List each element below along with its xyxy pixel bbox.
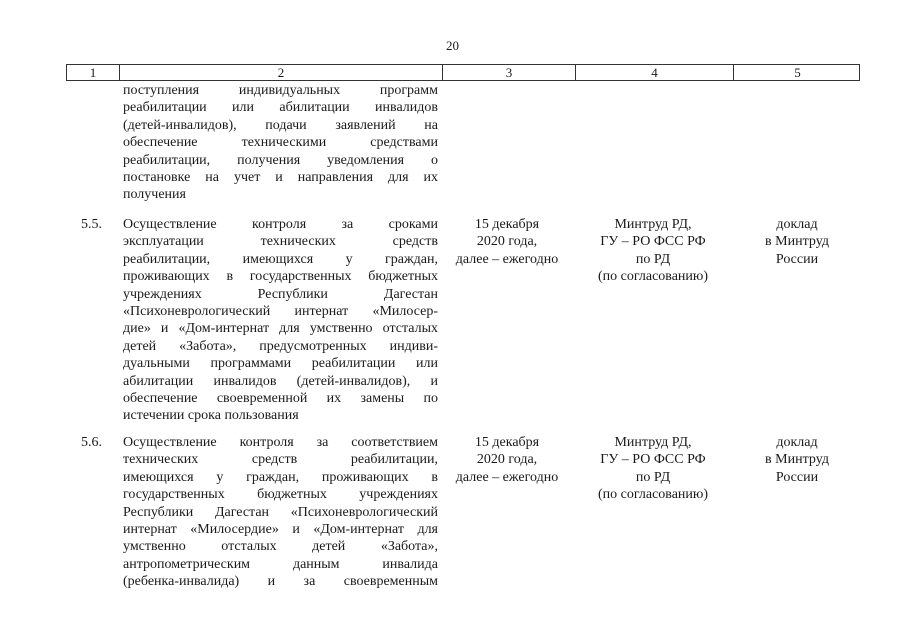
header-col-3: 3	[443, 65, 576, 80]
text-line: дуальными программами реабилитации или	[123, 356, 438, 372]
header-col-4: 4	[576, 65, 734, 80]
executor-line: (по согласованию)	[597, 269, 709, 285]
text-line: (ребенка-инвалида) и за своевременным	[123, 574, 438, 590]
text-line: дие» и «Дом-интернат для умственно отсталых	[123, 321, 438, 337]
text-line: имеющихся у граждан, проживающих в	[123, 469, 438, 485]
text-line: технических средств реабилитации,	[123, 452, 438, 468]
text-line: «Психоневрологический интернат «Милосер-	[123, 304, 438, 320]
executor-line: по РД	[635, 251, 671, 267]
continuation-description	[123, 82, 438, 204]
report-line: в Минтруд	[765, 234, 829, 250]
executor-line: Минтруд РД,	[614, 217, 692, 232]
text-line: детей «Забота», предусмотренных индиви-	[123, 338, 438, 354]
row-term	[442, 434, 572, 486]
text-line: обеспечение своевременной их замены по	[123, 391, 438, 407]
text-line: проживающих в государственных бюджетных	[123, 269, 438, 285]
row-report	[734, 216, 860, 268]
text-line: Осуществление контроля за сроками	[123, 217, 438, 232]
report-line: России	[775, 251, 819, 267]
term-line: 2020 года,	[476, 452, 538, 468]
text-line: реабилитации или абилитации инвалидов	[123, 100, 438, 116]
row-description	[123, 216, 438, 425]
row-number: 5.5.	[81, 217, 102, 232]
executor-line: Минтруд РД,	[614, 435, 692, 450]
text-line: государственных бюджетных учреждениях	[123, 487, 438, 503]
row-report	[734, 434, 860, 486]
text-line: обеспечение техническими средствами	[123, 135, 438, 151]
text-line: антропометрическим данным инвалида	[123, 556, 438, 572]
text-line: истечении срока пользования	[123, 408, 299, 424]
text-line: реабилитации, имеющихся у граждан,	[123, 251, 438, 267]
text-line: эксплуатации технических средств	[123, 234, 438, 250]
text-line: учреждениях Республики Дагестан	[123, 286, 438, 302]
text-line: постановке на учет и направления для их	[123, 170, 438, 186]
term-line: 15 декабря	[474, 435, 540, 450]
executor-line: (по согласованию)	[597, 487, 709, 503]
row-executors	[575, 216, 731, 286]
header-col-1: 1	[67, 65, 120, 80]
text-line: реабилитации, получения уведомления о	[123, 152, 438, 168]
table-header-row	[66, 64, 860, 81]
report-line: доклад	[776, 217, 818, 232]
term-line: далее – ежегодно	[455, 469, 559, 485]
report-line: в Минтруд	[765, 452, 829, 468]
term-line: далее – ежегодно	[455, 251, 559, 267]
term-line: 2020 года,	[476, 234, 538, 250]
text-line: получения	[123, 187, 186, 203]
text-line: абилитации инвалидов (детей-инвалидов), и	[123, 373, 438, 389]
text-line: (детей-инвалидов), подачи заявлений на	[123, 117, 438, 133]
header-col-5: 5	[794, 65, 801, 80]
row-term	[442, 216, 572, 268]
text-line: Осуществление контроля за соответствием	[123, 435, 438, 450]
text-line: интернат «Милосердие» и «Дом-интернат для	[123, 522, 438, 538]
text-line: поступления индивидуальных программ	[123, 83, 438, 98]
text-line: Республики Дагестан «Психоневрологический	[123, 504, 438, 520]
term-line: 15 декабря	[474, 217, 540, 232]
row-description	[123, 434, 438, 591]
executor-line: ГУ – РО ФСС РФ	[600, 234, 706, 250]
header-col-2: 2	[120, 65, 443, 80]
text-line: умственно отсталых детей «Забота»,	[123, 539, 438, 555]
row-executors	[575, 434, 731, 504]
report-line: России	[775, 469, 819, 485]
executor-line: ГУ – РО ФСС РФ	[600, 452, 706, 468]
report-line: доклад	[776, 435, 818, 450]
row-number: 5.6.	[81, 435, 102, 450]
page-number: 20	[446, 38, 459, 53]
executor-line: по РД	[635, 469, 671, 485]
